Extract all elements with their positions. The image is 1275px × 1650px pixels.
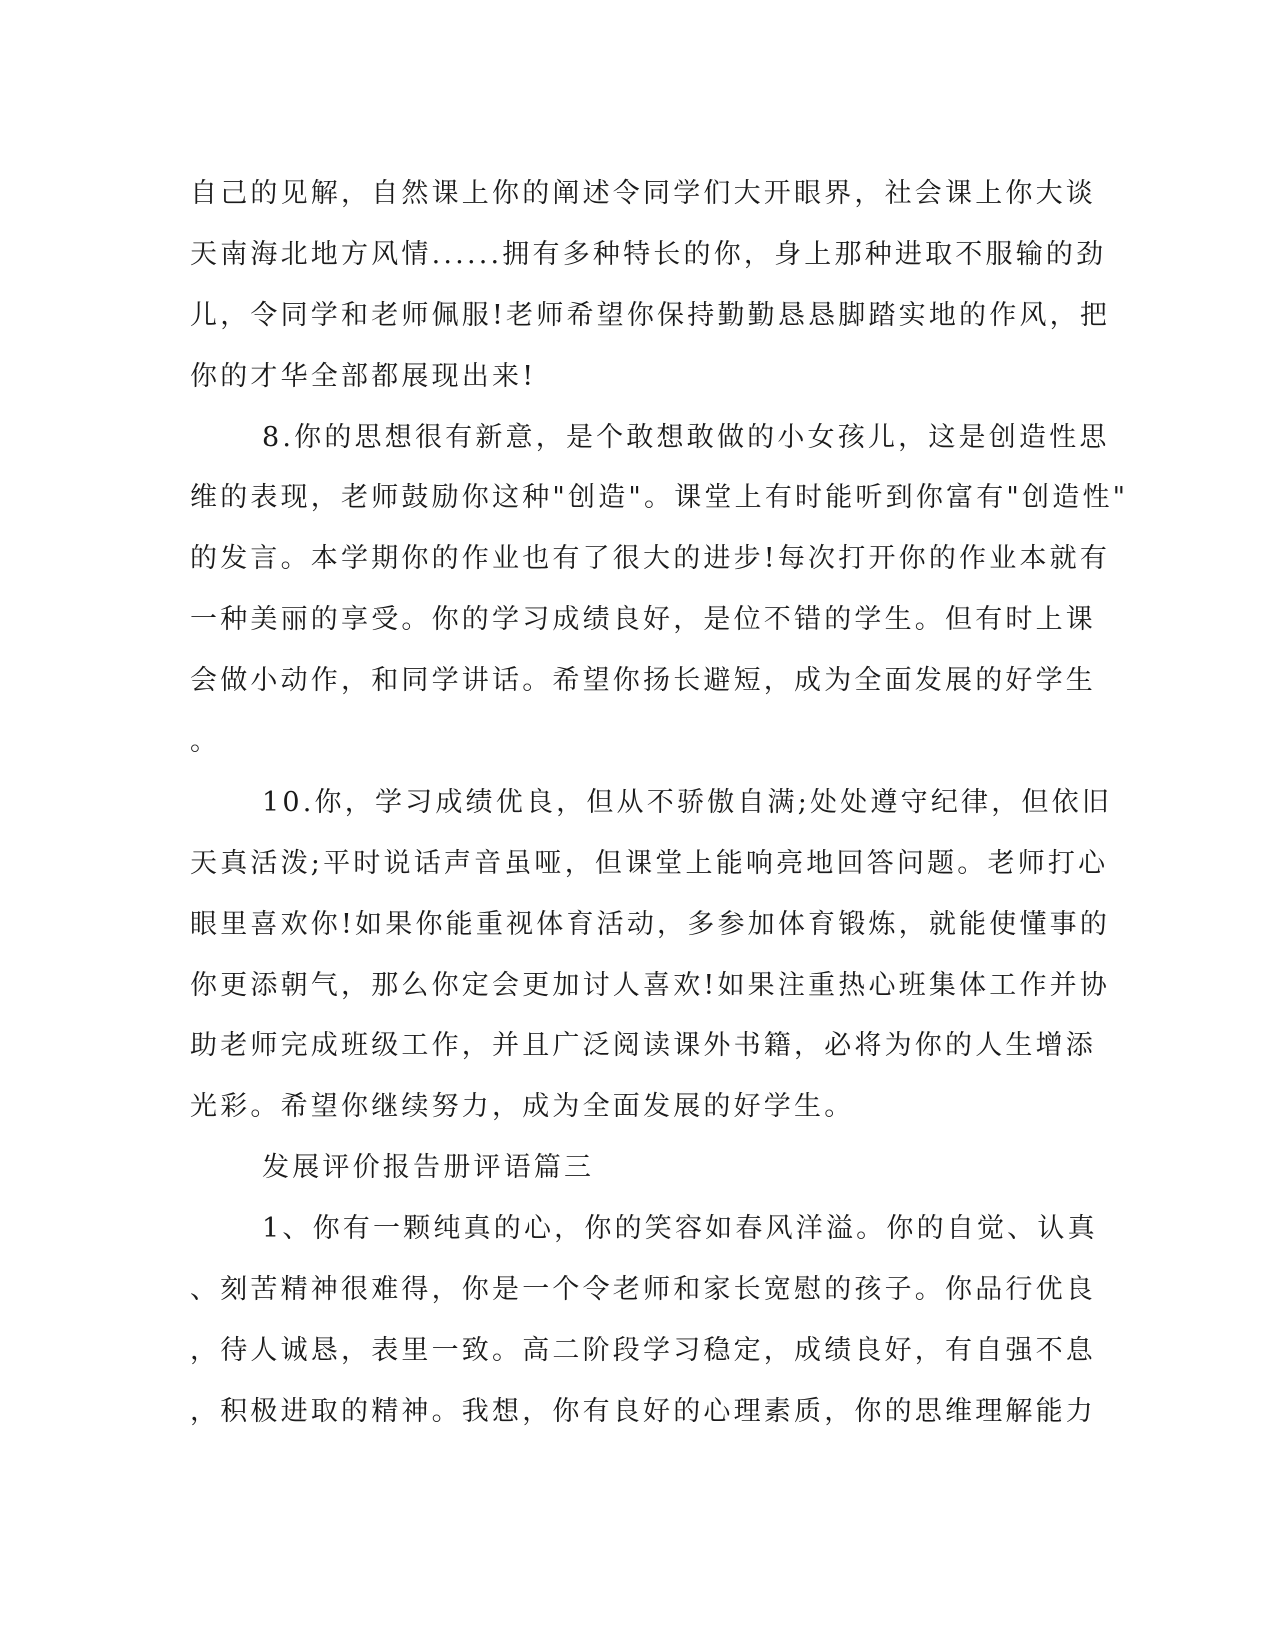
text-line: 、刻苦精神很难得，你是一个令老师和家长宽慰的孩子。你品行优良 — [190, 1274, 1096, 1306]
text-line: 天南海北地方风情......拥有多种特长的你，身上那种进取不服输的劲 — [190, 238, 1107, 270]
paragraph-start-10: 10.你，学习成绩优良，但从不骄傲自满;处处遵守纪律，但依旧 — [262, 786, 1113, 818]
text-line: ，待人诚恳，表里一致。高二阶段学习稳定，成绩良好，有自强不息 — [190, 1334, 1096, 1366]
paragraph-start-1: 1、你有一颗纯真的心，你的笑容如春风洋溢。你的自觉、认真 — [262, 1213, 1098, 1245]
text-line: 一种美丽的享受。你的学习成绩良好，是位不错的学生。但有时上课 — [190, 604, 1096, 636]
section-heading: 发展评价报告册评语篇三 — [262, 1152, 595, 1184]
text-line: 光彩。希望你继续努力，成为全面发展的好学生。 — [190, 1091, 855, 1123]
text-line: 你的才华全部都展现出来! — [190, 360, 537, 392]
text-line: 天真活泼;平时说话声音虽哑，但课堂上能响亮地回答问题。老师打心 — [190, 847, 1109, 879]
document-body — [190, 164, 1129, 1443]
text-line: 儿，令同学和老师佩服!老师希望你保持勤勤恳恳脚踏实地的作风，把 — [190, 299, 1111, 331]
text-line: 会做小动作，和同学讲话。希望你扬长避短，成为全面发展的好学生 — [190, 665, 1096, 697]
text-line: 。 — [190, 726, 221, 758]
text-line: 助老师完成班级工作，并且广泛阅读课外书籍，必将为你的人生增添 — [190, 1030, 1096, 1062]
text-line: 眼里喜欢你!如果你能重视体育活动，多参加体育锻炼，就能使懂事的 — [190, 908, 1111, 940]
text-line: ，积极进取的精神。我想，你有良好的心理素质，你的思维理解能力 — [190, 1395, 1096, 1427]
text-line: 你更添朝气，那么你定会更加讨人喜欢!如果注重热心班集体工作并协 — [190, 969, 1111, 1001]
paragraph-start-8: 8.你的思想很有新意，是个敢想敢做的小女孩儿，这是创造性思 — [262, 421, 1110, 453]
text-line: 的发言。本学期你的作业也有了很大的进步!每次打开你的作业本就有 — [190, 543, 1111, 575]
text-line: 维的表现，老师鼓励你这种"创造"。课堂上有时能听到你富有"创造性" — [190, 482, 1129, 514]
text-line: 自己的见解，自然课上你的阐述令同学们大开眼界，社会课上你大谈 — [190, 178, 1096, 209]
